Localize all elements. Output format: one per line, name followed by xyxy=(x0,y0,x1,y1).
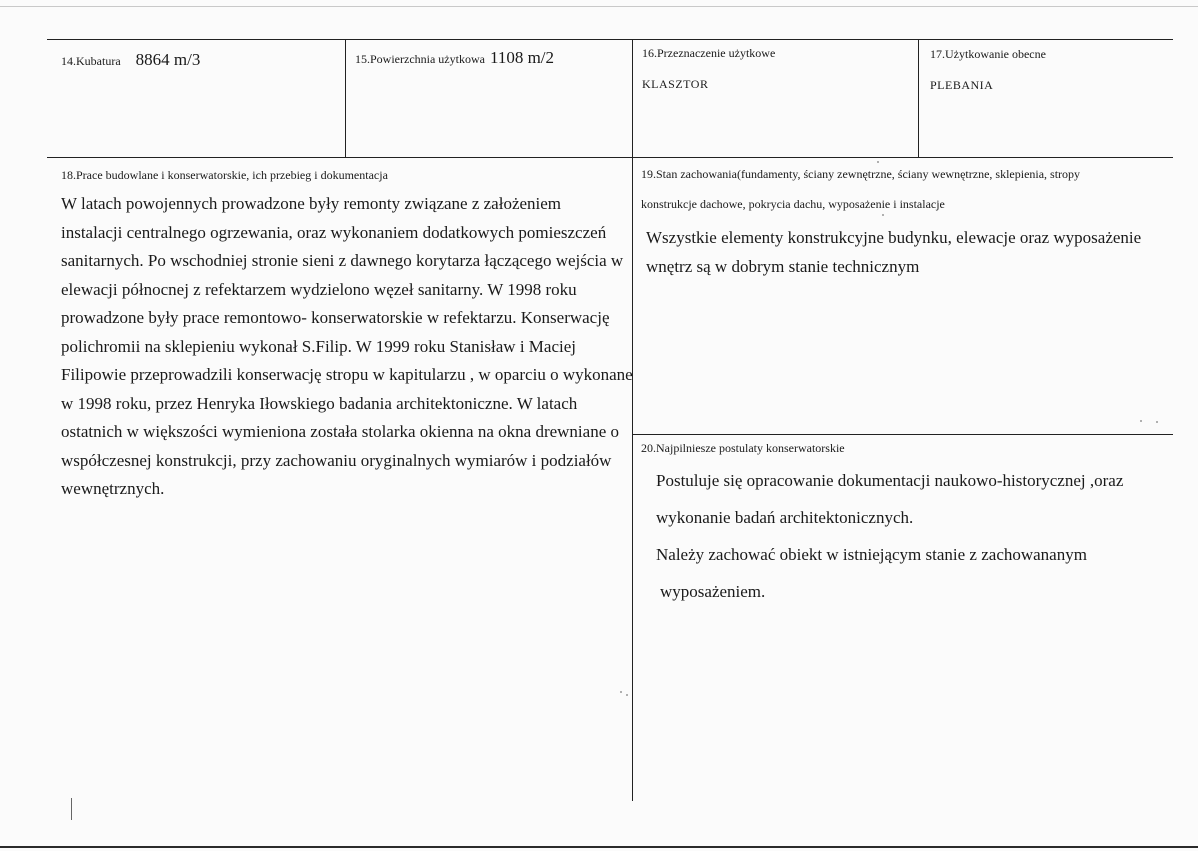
field-17-label: 17.Użytkowanie obecne xyxy=(930,47,1046,61)
section-18-line: współczesnej konstrukcji, przy zachowaniu oryginalnych wymiarów i podziałów xyxy=(61,450,612,470)
section-18-line: sanitarnych. Po wschodniej stronie sieni z dawnego korytarza łączącego wejścia w xyxy=(61,251,624,270)
section-19-line: Wszystkie elementy konstrukcyjne budynku, elewacje oraz wyposażenie xyxy=(646,228,1142,247)
col-divider-1 xyxy=(345,39,346,157)
scan-edge-top xyxy=(0,6,1198,7)
field-17-value: PLEBANIA xyxy=(930,78,994,92)
section-18-line: W latach powojennych prowadzone były remonty związane z założeniem xyxy=(61,194,562,213)
scan-speck xyxy=(1156,421,1158,423)
section-20-line: Należy zachować obiekt w istniejącym stanie z zachowananym xyxy=(656,545,1087,564)
section-19-label-line-2: konstrukcje dachowe, pokrycia dachu, wyposażenie i instalacje xyxy=(641,197,945,211)
field-14-value: 8864 m/3 xyxy=(135,50,201,69)
col-divider-3 xyxy=(918,39,919,157)
section-20-line: wykonanie badań architektonicznych. xyxy=(656,508,914,527)
section-20-label: 20.Najpilniesze postulaty konserwatorskie xyxy=(641,441,845,455)
section-18-line: prowadzone były prace remontowo- konserwatorskie w refektarzu. Konserwację xyxy=(61,308,610,327)
scan-speck xyxy=(620,691,622,693)
section-18-line: instalacji centralnego ogrzewania, oraz wykonaniem dodatkowych pomieszczeń xyxy=(61,222,607,242)
section-20-line: wyposażeniem. xyxy=(660,582,766,601)
field-14-label: 14.Kubatura xyxy=(61,54,121,68)
scan-speck xyxy=(1140,420,1142,422)
field-14 xyxy=(61,50,200,70)
section-18-line: wewnętrznych. xyxy=(61,479,165,498)
section-19-label-line-1: 19.Stan zachowania(fundamenty, ściany zewnętrzne, ściany wewnętrzne, sklepienia, stropy xyxy=(641,167,1081,181)
row-divider-rule xyxy=(47,157,1173,158)
field-15-label: 15.Powierzchnia użytkowa xyxy=(355,52,485,66)
scan-speck xyxy=(626,694,628,696)
section-20-text xyxy=(656,462,1123,610)
section-18-line: elewacji północnej z refektarzem wydzielono węzeł sanitarny. W 1998 roku xyxy=(61,279,577,299)
section-18-label: 18.Prace budowlane i konserwatorskie, ich przebieg i dokumentacja xyxy=(61,168,388,182)
section-18-line: w 1998 roku, przez Henryka Iłowskiego badania architektoniczne. W latach xyxy=(61,393,578,413)
scan-edge-bottom xyxy=(0,846,1198,848)
margin-mark xyxy=(71,798,72,820)
scan-speck xyxy=(877,161,879,163)
table-top-rule xyxy=(47,39,1173,40)
section-20-line: Postuluje się opracowanie dokumentacji naukowo-historycznej ,oraz xyxy=(656,471,1124,490)
section-18-text xyxy=(61,190,633,504)
right-section-divider-rule xyxy=(632,434,1173,435)
section-19-text xyxy=(646,223,1141,281)
field-16-label: 16.Przeznaczenie użytkowe xyxy=(642,46,776,60)
field-16-value: KLASZTOR xyxy=(642,77,709,91)
section-18-line: polichromii na sklepieniu wykonał S.Filip. W 1999 roku Stanisław i Maciej xyxy=(61,336,576,356)
section-18-line: ostatnich w większości wymieniona została stolarka okienna na okna drewniane o xyxy=(61,422,619,441)
scan-speck xyxy=(882,214,884,216)
section-19-line: wnętrz są w dobrym stanie technicznym xyxy=(646,257,920,276)
field-15-value: 1108 m/2 xyxy=(489,48,555,67)
field-15 xyxy=(355,48,554,68)
section-18-line: Filipowie przeprowadzili konserwację stropu w kapitularzu , w oparciu o wykonane xyxy=(61,365,633,384)
